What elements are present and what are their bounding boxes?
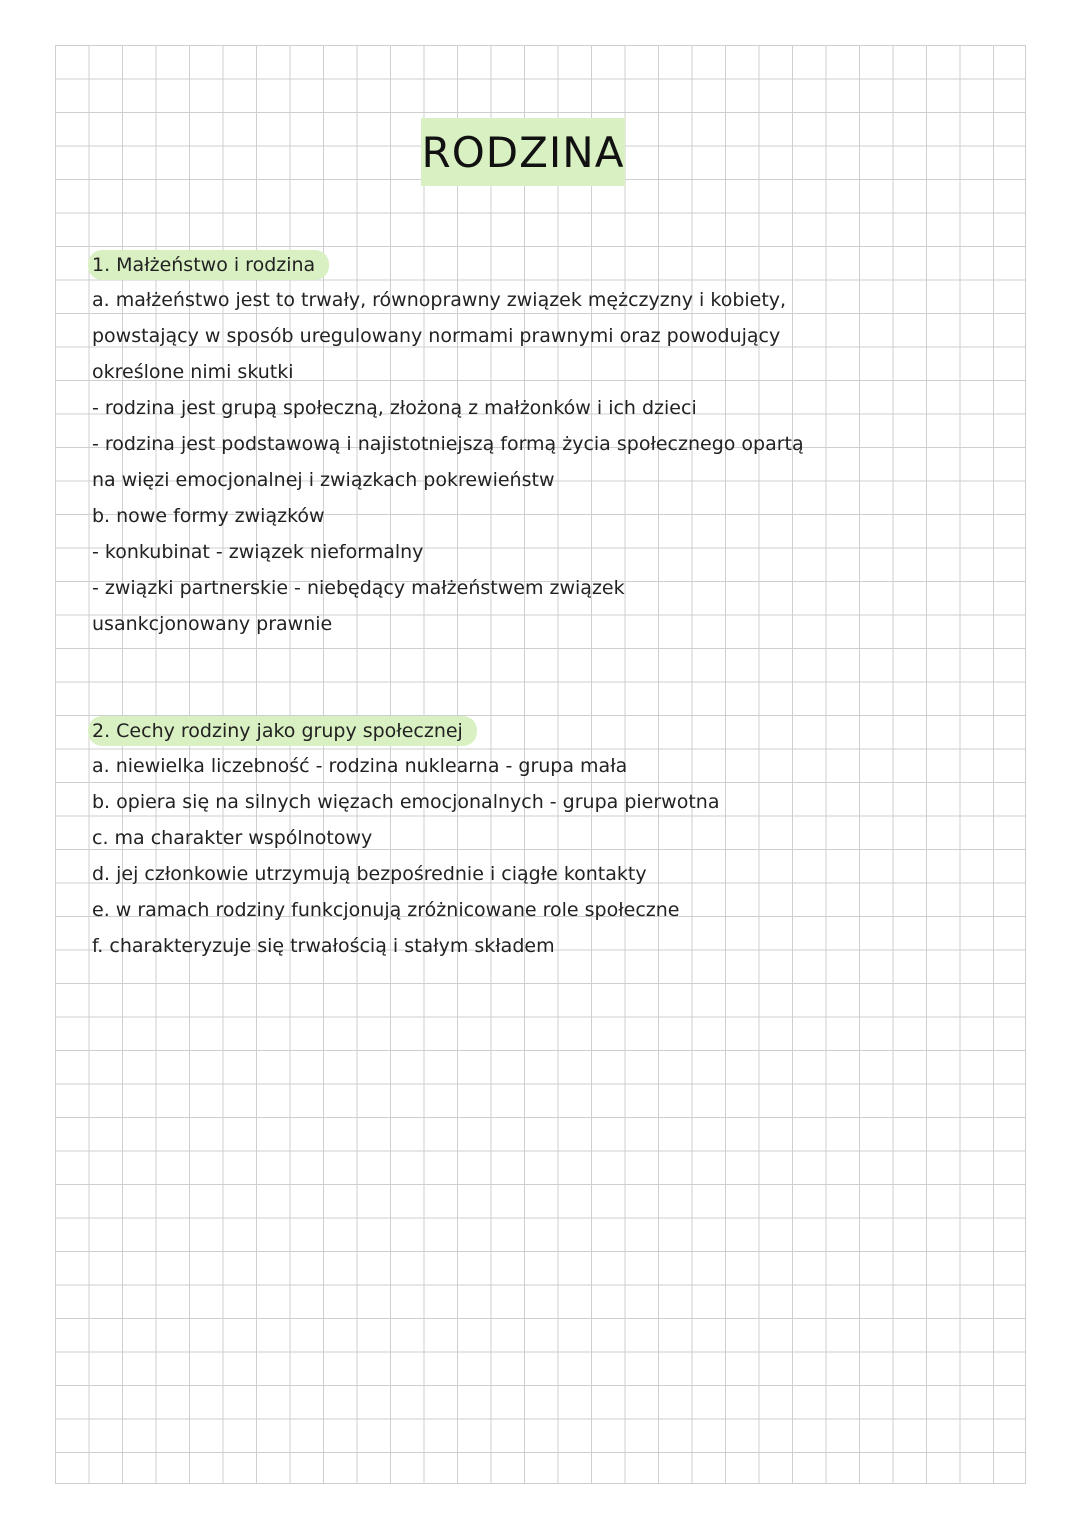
section-heading: 2. Cechy rodziny jako grupy społecznej	[88, 716, 477, 746]
text-line: c. ma charakter wspólnotowy	[92, 827, 373, 849]
section-family-traits	[88, 716, 719, 964]
section-marriage-family	[88, 250, 804, 642]
text-line: d. jej członkowie utrzymują bezpośrednie i ciągłe kontakty	[92, 863, 647, 885]
section-heading: 1. Małżeństwo i rodzina	[88, 250, 329, 280]
title-highlight	[421, 118, 625, 186]
text-line: - rodzina jest grupą społeczną, złożoną z małżonków i ich dzieci	[92, 397, 697, 419]
text-line: - związki partnerskie - niebędący małżeństwem związek	[92, 577, 625, 599]
text-line: a. niewielka liczebność - rodzina nuklearna - grupa mała	[92, 755, 628, 777]
text-line: b. nowe formy związków	[92, 505, 325, 527]
text-line: na więzi emocjonalnej i związkach pokrewieństw	[92, 469, 555, 491]
text-line: a. małżeństwo jest to trwały, równoprawny związek mężczyzny i kobiety,	[92, 289, 787, 311]
text-line: usankcjonowany prawnie	[92, 613, 333, 635]
text-line: określone nimi skutki	[92, 361, 294, 383]
text-line: b. opiera się na silnych więzach emocjonalnych - grupa pierwotna	[92, 791, 720, 813]
page-title: RODZINA	[421, 127, 625, 177]
text-line: f. charakteryzuje się trwałością i stałym składem	[92, 935, 555, 957]
text-line: - konkubinat - związek nieformalny	[92, 541, 424, 563]
text-line: powstający w sposób uregulowany normami prawnymi oraz powodujący	[92, 325, 781, 347]
text-line: e. w ramach rodziny funkcjonują zróżnicowane role społeczne	[92, 899, 680, 921]
text-line: - rodzina jest podstawową i najistotniejszą formą życia społecznego opartą	[92, 433, 804, 455]
